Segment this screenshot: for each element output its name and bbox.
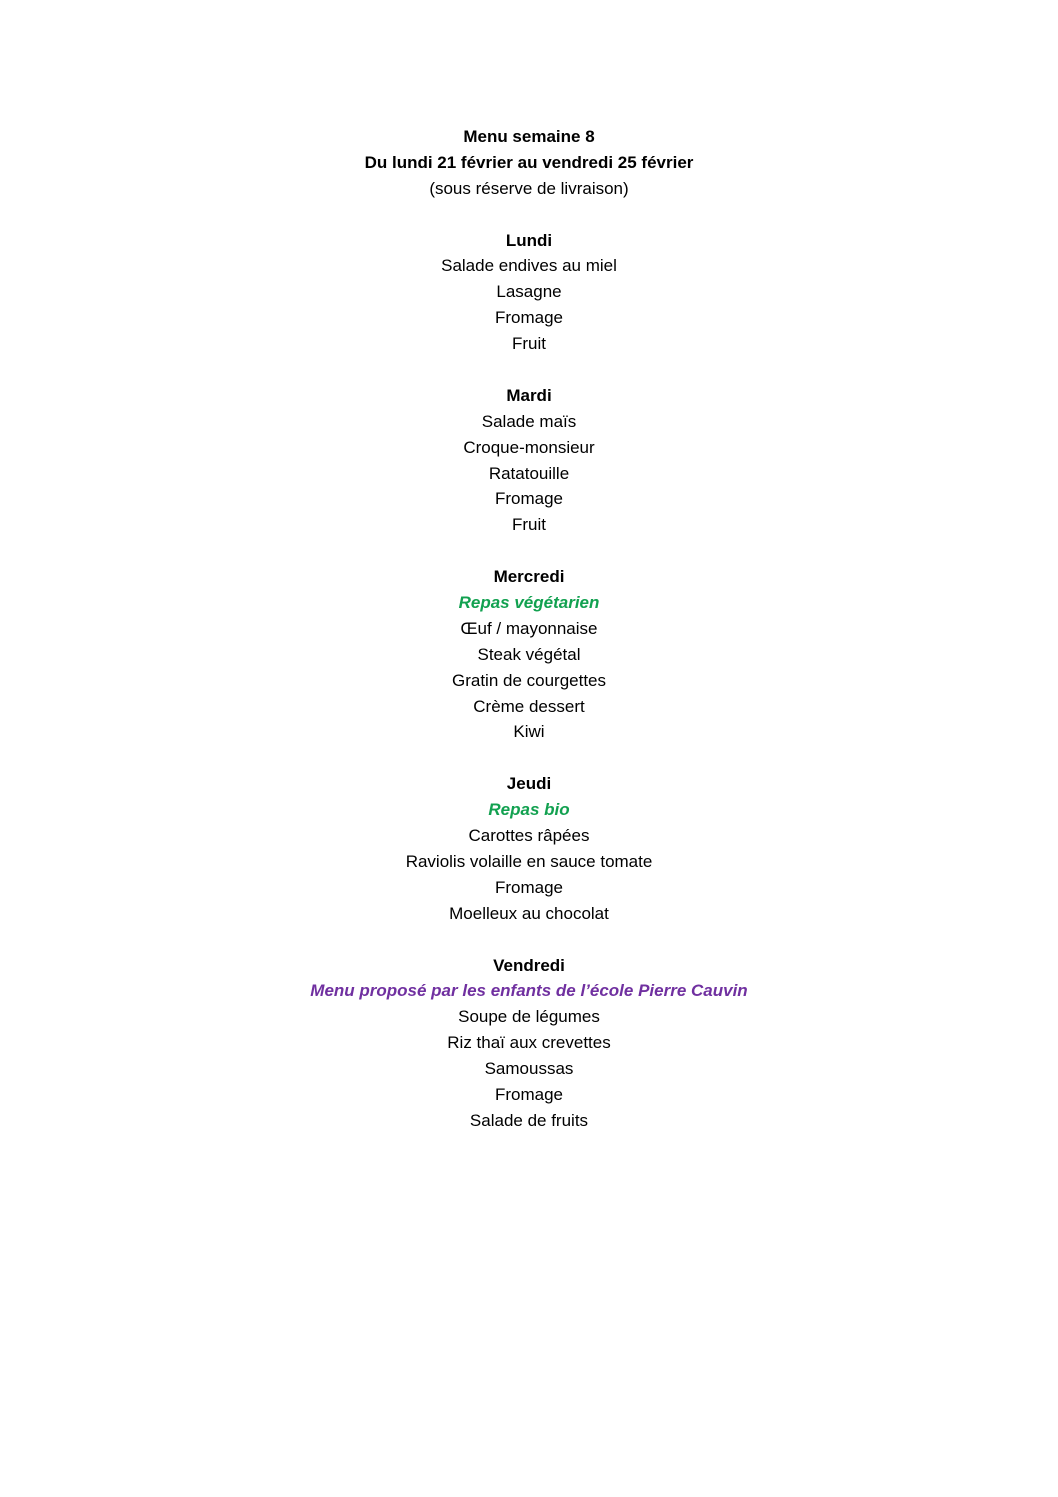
menu-item: Lasagne xyxy=(496,282,562,302)
menu-item: Fromage xyxy=(494,877,564,897)
menu-item: Salade endives au miel xyxy=(441,256,617,276)
menu-item: Croque-monsieur xyxy=(463,437,595,457)
menu-item: Fromage xyxy=(494,489,564,509)
menu-item: Soupe de légumes xyxy=(458,1007,600,1027)
meal-type-tag: Repas végétarien xyxy=(458,593,600,613)
menu-item: Ratatouille xyxy=(488,463,570,483)
day-heading: Lundi xyxy=(505,230,553,250)
menu-item: Samoussas xyxy=(484,1059,574,1079)
menu-item: Salade de fruits xyxy=(469,1110,589,1130)
meal-type-tag: Repas bio xyxy=(488,800,570,820)
day-section-mercredi xyxy=(0,564,1058,745)
menu-item: Steak végétal xyxy=(477,644,581,664)
day-heading: Vendredi xyxy=(493,955,565,975)
delivery-note: (sous réserve de livraison) xyxy=(429,178,629,198)
menu-item: Fruit xyxy=(512,515,546,535)
spacer xyxy=(0,538,1058,564)
day-heading: Jeudi xyxy=(506,774,552,794)
menu-item: Fromage xyxy=(494,1084,564,1104)
menu-item: Moelleux au chocolat xyxy=(449,903,609,923)
menu-item: Crème dessert xyxy=(473,696,585,716)
menu-item: Salade maïs xyxy=(481,411,577,431)
meal-type-tag: Menu proposé par les enfants de l’école Pierre Cauvin xyxy=(310,981,748,1001)
menu-item: Raviolis volaille en sauce tomate xyxy=(405,851,653,871)
day-section-jeudi xyxy=(0,771,1058,926)
spacer xyxy=(0,202,1058,228)
menu-item: Fromage xyxy=(494,308,564,328)
menu-item: Œuf / mayonnaise xyxy=(460,618,598,638)
spacer xyxy=(0,357,1058,383)
menu-title: Menu semaine 8 xyxy=(463,127,595,146)
menu-dates: Du lundi 21 février au vendredi 25 février xyxy=(364,152,694,172)
menu-document xyxy=(0,124,1058,1134)
menu-item: Carottes râpées xyxy=(468,826,590,846)
day-heading: Mercredi xyxy=(493,567,565,587)
day-section-vendredi xyxy=(0,953,1058,1134)
day-section-mardi xyxy=(0,383,1058,538)
day-section-lundi xyxy=(0,228,1058,357)
day-heading: Mardi xyxy=(506,385,552,405)
menu-item: Riz thaï aux crevettes xyxy=(447,1033,611,1053)
spacer xyxy=(0,927,1058,953)
menu-item: Gratin de courgettes xyxy=(451,670,607,690)
spacer xyxy=(0,745,1058,771)
menu-item: Fruit xyxy=(512,334,546,354)
menu-item: Kiwi xyxy=(513,722,545,742)
